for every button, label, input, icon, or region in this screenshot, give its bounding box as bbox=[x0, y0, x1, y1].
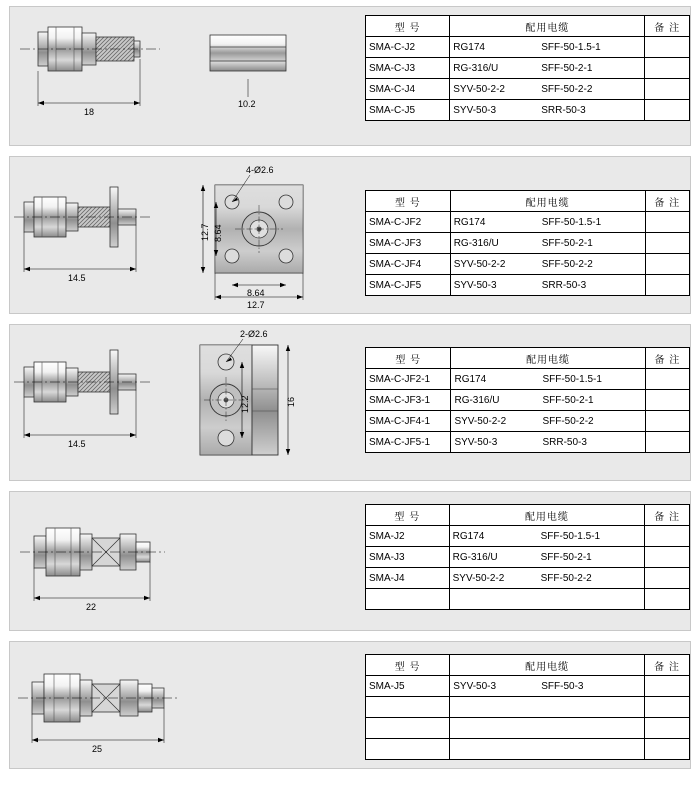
header-model: 型 号 bbox=[366, 655, 450, 676]
cable-a: SYV-50-3 bbox=[453, 104, 497, 116]
table-header-row bbox=[366, 655, 690, 676]
header-note: 备 注 bbox=[645, 191, 690, 212]
cell-note bbox=[645, 411, 689, 432]
dim-flange-height: 16 bbox=[286, 396, 296, 407]
drawing-sma-c-jf bbox=[10, 157, 350, 315]
cell-cable bbox=[449, 568, 645, 589]
cell-note bbox=[645, 37, 690, 58]
cell-model: SMA-C-JF2-1 bbox=[366, 369, 451, 390]
cable-a: RG-316/U bbox=[454, 394, 500, 406]
cell-note bbox=[645, 718, 690, 739]
spec-table-sma-c-jf bbox=[365, 190, 690, 296]
header-note: 备 注 bbox=[645, 16, 690, 37]
cable-a: RG-316/U bbox=[453, 62, 499, 74]
cable-b: SFF-50-2-1 bbox=[540, 551, 592, 563]
cell-model: SMA-J5 bbox=[366, 676, 450, 697]
section-sma-c-j bbox=[9, 6, 691, 146]
cable-b: SFF-50-1.5-1 bbox=[540, 530, 601, 542]
cell-model: SMA-C-JF3 bbox=[366, 233, 451, 254]
table-row bbox=[366, 411, 690, 432]
cell-cable bbox=[450, 79, 645, 100]
table-row bbox=[366, 79, 690, 100]
cell-note bbox=[645, 212, 690, 233]
cable-b: SFF-50-3 bbox=[541, 680, 584, 692]
cell-cable bbox=[450, 58, 645, 79]
cell-model: SMA-J3 bbox=[366, 547, 450, 568]
table-row bbox=[366, 275, 690, 296]
spec-table-sma-j5 bbox=[365, 654, 690, 760]
table-row bbox=[366, 212, 690, 233]
header-model: 型 号 bbox=[366, 16, 450, 37]
cell-cable bbox=[450, 233, 645, 254]
cell-model: SMA-C-JF5-1 bbox=[366, 432, 451, 453]
cable-b: SFF-50-2-1 bbox=[542, 394, 594, 406]
cell-model: SMA-C-JF4 bbox=[366, 254, 451, 275]
table-row bbox=[366, 58, 690, 79]
cell-model: SMA-C-J2 bbox=[366, 37, 450, 58]
cable-b: SFF-50-2-1 bbox=[541, 62, 593, 74]
cable-b: SFF-50-1.5-1 bbox=[541, 216, 602, 228]
dim-overall-length: 14.5 bbox=[68, 439, 86, 449]
cell-note bbox=[645, 697, 690, 718]
cell-note bbox=[645, 100, 690, 121]
drawing-sma-c-j bbox=[10, 7, 350, 147]
header-cable: 配用电缆 bbox=[450, 655, 645, 676]
header-model: 型 号 bbox=[366, 505, 450, 526]
cable-b: SFF-50-2-2 bbox=[540, 572, 592, 584]
header-cable: 配用电缆 bbox=[451, 348, 645, 369]
dim-hole-callout: 4-Ø2.6 bbox=[246, 165, 274, 175]
datasheet-page bbox=[0, 6, 700, 810]
cell-cable bbox=[449, 547, 645, 568]
cable-a: RG174 bbox=[453, 41, 485, 53]
section-sma-c-jf bbox=[9, 156, 691, 314]
table-row bbox=[366, 547, 690, 568]
section-sma-j5 bbox=[9, 641, 691, 769]
cell-note bbox=[645, 589, 690, 610]
cable-a: RG-316/U bbox=[453, 237, 499, 249]
dim-overall-length: 22 bbox=[86, 602, 97, 612]
table-header-row bbox=[366, 191, 690, 212]
cell-note bbox=[645, 526, 690, 547]
cell-model: SMA-C-J4 bbox=[366, 79, 450, 100]
header-note: 备 注 bbox=[645, 348, 689, 369]
cell-model bbox=[366, 697, 450, 718]
drawing-sma-c-jf-1 bbox=[10, 325, 350, 482]
cable-a: SYV-50-3 bbox=[453, 680, 497, 692]
drawing-sma-j5 bbox=[10, 642, 350, 770]
cell-note bbox=[645, 547, 690, 568]
cell-note bbox=[645, 254, 690, 275]
table-row-empty bbox=[366, 739, 690, 760]
drawing-sma-j bbox=[10, 492, 350, 632]
dim-overall-length: 18 bbox=[84, 107, 95, 117]
table-header-row bbox=[366, 505, 690, 526]
cell-note bbox=[645, 432, 689, 453]
dim-hole-spacing-v: 8.64 bbox=[213, 224, 223, 242]
header-cable: 配用电缆 bbox=[450, 191, 645, 212]
cell-cable bbox=[450, 37, 645, 58]
cable-a: RG174 bbox=[452, 530, 485, 542]
cell-cable bbox=[450, 212, 645, 233]
cell-model: SMA-C-J5 bbox=[366, 100, 450, 121]
dim-hole-callout: 2-Ø2.6 bbox=[240, 329, 268, 339]
cell-note bbox=[645, 739, 690, 760]
cell-model: SMA-C-JF5 bbox=[366, 275, 451, 296]
table-header-row bbox=[366, 16, 690, 37]
cable-a: SYV-50-2-2 bbox=[453, 83, 505, 95]
header-note: 备 注 bbox=[645, 655, 690, 676]
table-row bbox=[366, 100, 690, 121]
table-row bbox=[366, 676, 690, 697]
spec-table-sma-c-jf-1 bbox=[365, 347, 690, 453]
cable-a: RG174 bbox=[454, 373, 487, 385]
dim-body-width: 10.2 bbox=[238, 99, 256, 109]
dim-hole-spacing-h: 8.64 bbox=[247, 288, 265, 298]
spec-table-sma-j bbox=[365, 504, 690, 610]
cable-b: SRR-50-3 bbox=[541, 104, 586, 116]
header-cable: 配用电缆 bbox=[450, 16, 645, 37]
cell-cable bbox=[450, 697, 645, 718]
section-sma-j bbox=[9, 491, 691, 631]
cable-a: RG-316/U bbox=[452, 551, 498, 563]
cell-model: SMA-C-J3 bbox=[366, 58, 450, 79]
cable-b: SFF-50-2-2 bbox=[541, 258, 593, 270]
cell-model bbox=[366, 718, 450, 739]
dim-overall-length: 25 bbox=[92, 744, 103, 754]
table-row bbox=[366, 568, 690, 589]
cell-note bbox=[645, 275, 690, 296]
cable-b: SRR-50-3 bbox=[541, 279, 587, 291]
cell-model: SMA-C-JF3-1 bbox=[366, 390, 451, 411]
table-row-empty bbox=[366, 589, 690, 610]
cell-note bbox=[645, 390, 689, 411]
cell-cable bbox=[450, 254, 645, 275]
table-row-empty bbox=[366, 697, 690, 718]
cell-model: SMA-J2 bbox=[366, 526, 450, 547]
cable-b: SFF-50-1.5-1 bbox=[542, 373, 602, 385]
header-model: 型 号 bbox=[366, 348, 451, 369]
table-row bbox=[366, 526, 690, 547]
cell-cable bbox=[451, 432, 645, 453]
dim-hole-spacing-v: 12.2 bbox=[240, 395, 250, 413]
spec-table-sma-c-j bbox=[365, 15, 690, 121]
table-row-empty bbox=[366, 718, 690, 739]
cell-note bbox=[645, 79, 690, 100]
table-header-row bbox=[366, 348, 690, 369]
table-row bbox=[366, 254, 690, 275]
header-model: 型 号 bbox=[366, 191, 451, 212]
header-note: 备 注 bbox=[645, 505, 690, 526]
cable-b: SFF-50-2-2 bbox=[541, 83, 593, 95]
cell-model: SMA-C-JF2 bbox=[366, 212, 451, 233]
cell-model bbox=[366, 589, 450, 610]
cell-cable bbox=[449, 526, 645, 547]
table-row bbox=[366, 369, 690, 390]
cell-cable bbox=[449, 589, 645, 610]
cell-model bbox=[366, 739, 450, 760]
cell-note bbox=[645, 58, 690, 79]
cell-cable bbox=[450, 718, 645, 739]
cable-a: SYV-50-2-2 bbox=[453, 258, 506, 270]
cell-cable bbox=[450, 100, 645, 121]
cell-model: SMA-J4 bbox=[366, 568, 450, 589]
cable-a: SYV-50-3 bbox=[454, 436, 498, 448]
dim-flange-width: 12.7 bbox=[247, 300, 265, 310]
cell-note bbox=[645, 369, 689, 390]
table-row bbox=[366, 233, 690, 254]
cell-note bbox=[645, 676, 690, 697]
header-cable: 配用电缆 bbox=[449, 505, 645, 526]
cell-cable bbox=[451, 390, 645, 411]
table-row bbox=[366, 432, 690, 453]
cell-note bbox=[645, 568, 690, 589]
table-row bbox=[366, 37, 690, 58]
cell-note bbox=[645, 233, 690, 254]
cell-cable bbox=[450, 275, 645, 296]
dim-overall-length: 14.5 bbox=[68, 273, 86, 283]
cable-a: SYV-50-3 bbox=[453, 279, 497, 291]
cable-a: SYV-50-2-2 bbox=[452, 572, 505, 584]
cable-b: SFF-50-1.5-1 bbox=[541, 41, 601, 53]
cell-cable bbox=[450, 676, 645, 697]
cell-cable bbox=[451, 369, 645, 390]
cell-model: SMA-C-JF4-1 bbox=[366, 411, 451, 432]
cable-a: RG174 bbox=[453, 216, 486, 228]
table-row bbox=[366, 390, 690, 411]
section-sma-c-jf-1 bbox=[9, 324, 691, 481]
cell-cable bbox=[450, 739, 645, 760]
cell-cable bbox=[451, 411, 645, 432]
cable-b: SFF-50-2-2 bbox=[542, 415, 594, 427]
cable-a: SYV-50-2-2 bbox=[454, 415, 507, 427]
dim-flange-height: 12.7 bbox=[200, 223, 210, 241]
cable-b: SRR-50-3 bbox=[542, 436, 587, 448]
cable-b: SFF-50-2-1 bbox=[541, 237, 593, 249]
